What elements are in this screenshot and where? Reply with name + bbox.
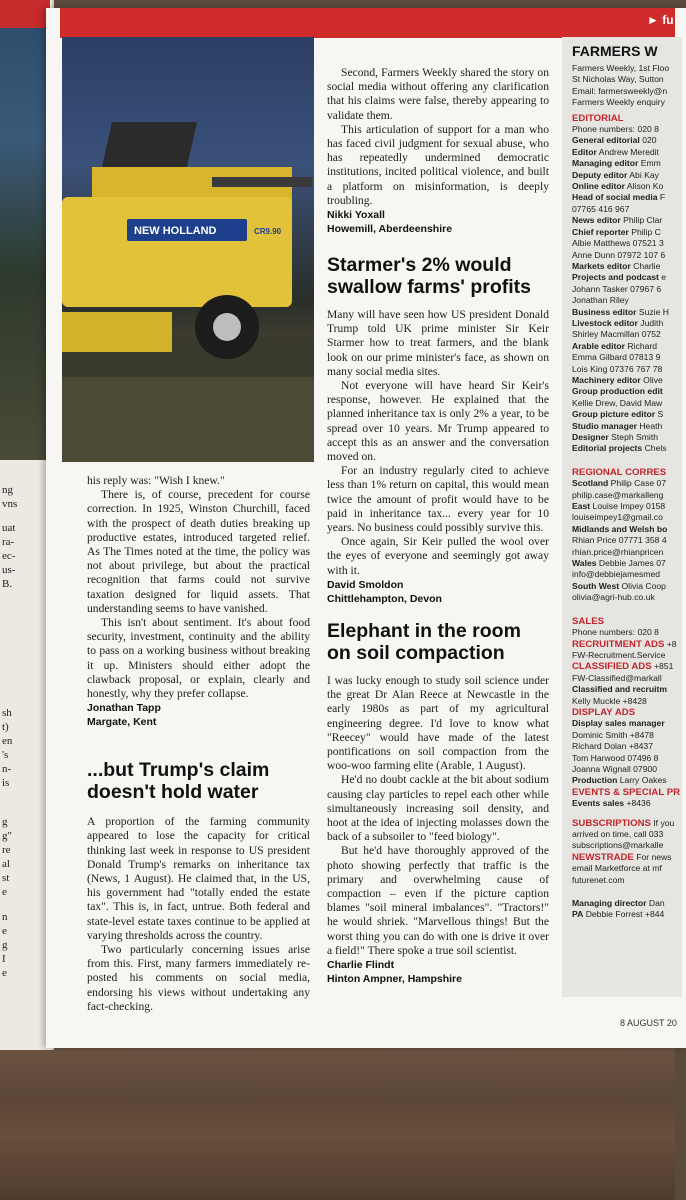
sidebar-line [572,524,680,535]
sidebar-line [572,204,680,215]
sidebar-value: Abi Kay [627,169,659,180]
sidebar-role: Scotland [572,478,609,489]
sidebar-value: 020 [639,135,657,146]
paragraph: Two particularly concerning issues arise from this. First, many farmers immediately re-posted his comments on social media, endorsing his views without undertaking any fact-checking. [87,943,310,1013]
sidebar-title: FARMERS W [572,43,658,59]
left-page-fragment: g" [2,830,12,842]
sidebar-role: DISPLAY ADS [572,706,636,718]
sidebar-heading: REGIONAL CORRES [572,466,667,478]
sidebar-role: EVENTS & SPECIAL PR [572,786,681,798]
sidebar-line [572,238,680,249]
sidebar-value: Louise Impey 0158 [590,501,666,512]
sidebar-line [572,829,680,840]
sidebar-line [572,227,680,238]
left-page-fragment: n- [2,763,12,775]
sidebar-line [572,307,680,318]
sidebar-line [572,898,680,909]
sidebar-line [572,284,680,295]
sidebar-line [572,375,680,386]
sidebar-value: Dan [646,898,665,909]
sidebar-role: South West [572,580,620,591]
sidebar-line [572,696,680,707]
sidebar-line [572,581,680,592]
sidebar-line [572,147,680,158]
left-page-fragment: B. [2,578,13,590]
sidebar-role: Managing editor [572,158,639,169]
sidebar-value: Phone numbers: 020 8 [572,124,659,135]
sidebar-role: Livestock editor [572,317,638,328]
sidebar-line [572,863,680,874]
sidebar-role: Business editor [572,306,637,317]
sidebar-value: Johann Tasker 07967 6 [572,283,662,294]
sidebar-value: Kellie Drew, David Maw [572,397,663,408]
letter2-author: Nikki Yoxall [327,209,385,222]
sidebar-line [572,421,680,432]
sidebar-heading: EDITORIAL [572,112,624,124]
left-page-fragment: ra- [2,536,15,548]
left-page-fragment: ec- [2,550,16,562]
svg-text:CR9.90: CR9.90 [254,227,282,236]
sidebar-value: Judith [637,317,664,328]
sidebar-role: General editorial [572,135,640,146]
sidebar-line [572,840,680,851]
sidebar-value: Charlie [630,260,661,271]
sidebar-role: Midlands and Welsh bo [572,523,668,534]
left-page-fragment: ng [2,484,13,496]
sidebar-value: +851 [651,661,674,672]
sidebar-line [572,535,680,546]
sidebar-role: CLASSIFIED ADS [572,661,652,673]
sidebar-line [572,558,680,569]
sidebar-value: If you [650,817,675,828]
brand-logo-icon: ► fu [647,13,674,27]
wooden-table [0,1040,675,1200]
sidebar-value: 07765 416 967 [572,203,630,214]
sidebar-line [572,707,680,718]
sidebar-value: arrived on time, call 033 [572,829,664,839]
sidebar-line [572,673,680,684]
left-page-fragment: t) [2,721,9,733]
sidebar-line [572,135,680,146]
sidebar-line: Farmers Weekly, 1st Floo [572,63,670,73]
sidebar-role: Classified and recruitm [572,684,668,695]
sidebar-value: Chels [642,443,667,454]
sidebar-value: rhian.price@rhianpricen [572,546,664,557]
sidebar-heading: SALES [572,615,604,627]
sidebar-value: Debbie James 07 [596,558,666,569]
left-page-red-band [0,0,50,28]
sidebar-role: Deputy editor [572,169,628,180]
sidebar-value: Andrew Meredit [596,146,659,157]
sidebar-value: Albie Matthews 07521 3 [572,238,664,249]
sidebar-line [572,512,680,523]
paragraph: A proportion of the farming community appeared to lose the capacity for critical thinking last week in response to US president Donald Trump's remarks on inheritance tax (News, 1 August). He claimed that, in the US, his government had "totally ended the estate tax". This is, in fact, untrue. Both federal and state-level estate taxes continue to be applied at varying thresholds across the country. [87,815,310,942]
sidebar-line [572,261,680,272]
letter1-author: Jonathan Tapp [87,702,161,715]
sidebar-value: Phone numbers: 020 8 [572,627,659,638]
sidebar-line [572,250,680,261]
sidebar-line [572,295,680,306]
sidebar-role: Editor [572,146,597,157]
sidebar-value: Philip Clar [620,215,663,226]
sidebar-value: FW-Classified@markall [572,672,662,683]
sidebar-value: Steph Smith [608,432,658,442]
sidebar-role: Group production edit [572,386,663,397]
sidebar-role: Machinery editor [572,374,641,385]
sidebar-value: Olivia Coop [619,580,666,591]
sidebar-line [572,753,680,764]
sidebar-value: Larry Oakes [617,775,667,786]
sidebar-value: Tom Harwood 07496 8 [572,752,659,763]
sidebar-role: Display sales manager [572,718,665,729]
sidebar-role: Group picture editor [572,409,656,420]
sidebar-line [572,775,680,786]
sidebar-role: Online editor [572,181,625,192]
top-red-band [60,8,675,38]
sidebar-value: Suzie H [636,306,669,317]
left-page-fragment: 's [2,749,9,761]
letter4-headline: Elephant in the room on soil compaction [327,619,521,664]
sidebar-value: Emma Gilbard 07813 9 [572,352,661,363]
sidebar-value: Alison Ko [625,181,664,192]
left-page-fragment: al [2,858,10,870]
sidebar-line [572,490,680,501]
sidebar-value: Emm [638,158,661,169]
left-page-fragment: uat [2,522,16,534]
sidebar-role: Editorial projects [572,443,643,454]
masthead-sidebar [562,37,682,997]
left-column [87,474,310,1014]
paragraph: There is, of course, precedent for course correction. In 1925, Winston Churchill, faced with the prospect of death duties breaking up productive estates, introduced targeted relief. As The Times noted at the time, the policy was not about privilege, but about the practical recognition that farms could not survive taxation designed for liquid assets. That understanding seems to have vanished. [87,488,310,615]
combine-harvester-icon [62,37,314,462]
sidebar-value: e [658,272,667,283]
sidebar-value: Jonathan Riley [572,295,629,306]
sidebar-role: Production [572,775,618,786]
left-page-fragment: e [2,967,7,979]
letter4-author: Charlie Flindt [327,958,395,971]
sidebar-line [572,364,680,375]
sidebar-role: Arable editor [572,340,626,351]
sidebar-line [572,764,680,775]
sidebar-line [572,341,680,352]
sidebar-role: Designer [572,432,609,442]
sidebar-line [572,432,680,443]
sidebar-role: Chief reporter [572,226,629,237]
sidebar-value: Joanna Wignall 07900 [572,763,658,774]
sidebar-line [572,192,680,203]
sidebar-line [572,181,680,192]
sidebar-role: Managing director [572,898,647,909]
left-page-fragment: e [2,886,7,898]
sidebar-line [572,661,680,672]
left-page-fragment: e [2,925,7,937]
letter1-place: Margate, Kent [87,716,157,729]
sidebar-role: SUBSCRIPTIONS [572,817,651,829]
sidebar-value: Philip Case 07 [608,478,667,489]
sidebar-value: +8436 [624,798,651,809]
harvester-photo [62,37,314,462]
sidebar-value: email Marketforce at mf [572,863,662,874]
sidebar-line [572,875,680,886]
letter4-place: Hinton Ampner, Hampshire [327,972,462,985]
sidebar-value: Rhian Price 07771 358 4 [572,535,667,546]
paragraph: Not everyone will have heard Sir Keir's response, however. He explained that the planned inheritance tax is only 2% a year, to be spread over 10 years. Mr Trump appeared to accept this as an answer and the conversation moved on. [327,379,549,464]
sidebar-value: Richard [625,340,658,351]
sidebar-line [572,329,680,340]
sidebar-value: +8 [664,638,677,649]
paragraph: This articulation of support for a man who has faced civil judgment for sexual abuse, who has repeatedly undermined democratic institutions, incited political violence, and built a platform on misinformation, is deeply troubling. [327,122,549,207]
left-page-fragment: vns [2,498,18,510]
letter3-author: David Smoldon [327,578,404,591]
left-page-fragment: g [2,816,8,828]
sidebar-line [572,409,680,420]
page-date: 8 AUGUST 20 [620,1018,677,1028]
sidebar-value: info@debbiejamesmed [572,569,661,580]
sidebar-line [572,639,680,650]
sidebar-value: louiseimpey1@gmail.co [572,512,663,523]
sidebar-line [572,627,680,638]
sidebar-value: Richard Dolan +8437 [572,741,653,752]
left-page-fragment: n [2,911,8,923]
paragraph: This isn't about sentiment. It's about food security, investment, continuity and the ability to pass on a working business without breaking it up. Ministers should either adopt the clawback proposal, or explain, clearly and honestly, why they prefer collapse. [87,616,310,701]
sidebar-line [572,170,680,181]
sidebar-line: St Nicholas Way, Sutton [572,74,664,85]
sidebar-value: philip.case@markalleng [572,489,664,500]
sidebar-value: Anne Dunn 07972 107 6 [572,249,666,260]
right-column [327,66,549,986]
paragraph: Many will have seen how US president Donald Trump told UK prime minister Sir Keir Starmer how to treat farmers, and the blank look on our prime minister's face, as shown on many social media sites. [327,308,549,378]
letter2-place: Howemill, Aberdeenshire [327,223,453,236]
sidebar-role: RECRUITMENT ADS [572,638,665,650]
paragraph: But he'd have thoroughly approved of the photo showing perfectly that traffic is the primary and overwhelming cause of compaction – even if the picture caption blames "soil mineral imbalances". "Tractors!" he would shriek. "Marvellous things! But the worst thing you can do with one is drive it over a field!" There spoke a true soil scientist. [327,844,549,957]
letter2-headline: ...but Trump's claim doesn't hold water [87,759,270,804]
left-page-fragment: en [2,735,13,747]
sidebar-value: Shirley Macmillan 0752 [572,329,661,340]
sidebar-line [572,730,680,741]
sidebar-value: Kelly Muckle +8428 [572,695,647,706]
sidebar-line [572,909,680,920]
sidebar-value: subscriptions@markalle [572,840,664,851]
sidebar-value: Debbie Forrest +844 [583,909,665,920]
sidebar-line [572,478,680,489]
sidebar-line [572,386,680,397]
sidebar-line [572,318,680,329]
sidebar-role: Studio manager [572,420,637,431]
sidebar-line [572,272,680,283]
sidebar-role: Head of social media [572,192,658,203]
sidebar-line [572,818,680,829]
sidebar-line [572,215,680,226]
sidebar-line [572,592,680,603]
paragraph: Second, Farmers Weekly shared the story on social media without offering any clarification that his claims were false, thereby appearing to validate them. [327,66,549,122]
sidebar-body [572,63,680,921]
sidebar-role: NEWSTRADE [572,851,634,863]
letter3-headline: Starmer's 2% would swallow farms' profits [327,254,532,299]
paragraph: Once again, Sir Keir pulled the wool over the eyes of everyone and seemingly got away with it. [327,535,549,577]
sidebar-line [572,852,680,863]
svg-text:NEW HOLLAND: NEW HOLLAND [134,225,217,237]
sidebar-role: Projects and podcast [572,272,659,283]
sidebar-line [572,501,680,512]
sidebar-line [572,787,680,798]
sidebar-line [572,352,680,363]
sidebar-line [572,741,680,752]
paragraph: For an industry regularly cited to achieve less than 1% return on capital, this would mean twice the amount of profit would have to be paid in inheritance tax... every year for 10 years. No business could possibly survive this. [327,464,549,535]
left-page-fragment: I [2,953,6,965]
left-page-fragment: g [2,939,8,951]
sidebar-line [572,718,680,729]
paragraph: He'd no doubt cackle at the bit about sodium causing clay particles to repel each other while simultaneously increasing soil density, and hoot at the idea of injecting molasses down the back of a subsoiler to "feed biology". [327,773,549,844]
sidebar-value: For news [633,851,672,862]
sidebar-role: East [572,501,591,512]
left-page-fragment: is [2,777,10,789]
sidebar-line [572,398,680,409]
sidebar-value: FW-Recruitment.Service [572,649,666,660]
left-page-fragment: us- [2,564,16,576]
sidebar-line [572,684,680,695]
sidebar-line [572,569,680,580]
sidebar-value: Olive [640,374,663,385]
left-page-fragment: st [2,872,10,884]
sidebar-role: Events sales [572,798,625,809]
sidebar-line [572,650,680,661]
sidebar-line: Farmers Weekly enquiry [572,97,665,108]
left-page-fragment: re [2,844,11,856]
sidebar-value: Philip C [628,226,661,237]
letter3-place: Chittlehampton, Devon [327,592,442,605]
sidebar-role: PA [572,909,584,920]
sidebar-line [572,443,680,454]
sidebar-line [572,124,680,135]
sidebar-value: Heath [636,420,663,431]
sidebar-value: S [655,409,664,420]
sidebar-role: News editor [572,215,621,226]
sidebar-role: Wales [572,558,597,569]
sidebar-line [572,798,680,809]
left-page-fragment: sh [2,707,12,719]
sidebar-role: Markets editor [572,260,631,271]
sidebar-value: futurenet.com [572,874,625,885]
sidebar-line [572,547,680,558]
sidebar-value: F [657,192,666,203]
paragraph: his reply was: "Wish I knew." [87,474,225,487]
sidebar-value: Lois King 07376 767 78 [572,363,663,374]
paragraph: I was lucky enough to study soil science under the great Dr Alan Reece at Newcastle in the early 1980s as part of my agricultural engineering degree. I'd love to know what "Reecey" would have made of the latest pontifications on soil compaction from the woo-woo farming elite (Arable, 1 August). [327,673,549,773]
sidebar-value: olivia@agri-hub.co.uk [572,592,655,603]
left-page-photo [0,0,50,460]
sidebar-line [572,158,680,169]
sidebar-value: Dominic Smith +8478 [572,729,654,740]
sidebar-line: Email: farmersweekly@n [572,85,668,96]
